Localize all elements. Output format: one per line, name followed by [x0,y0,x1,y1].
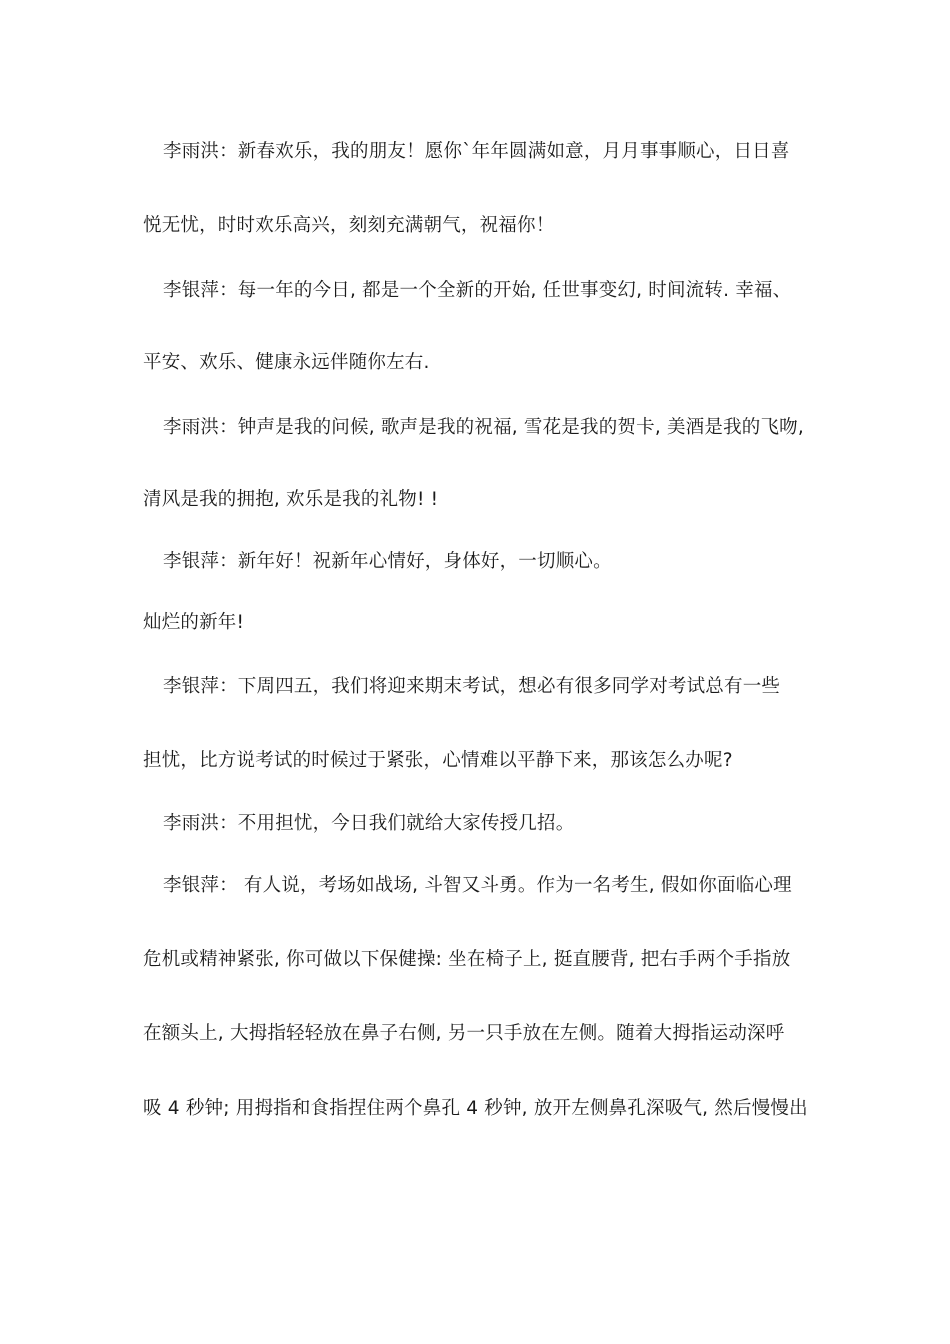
paragraph-line: 李银萍：新年好！祝新年心情好，身体好，一切顺心。 [163,551,612,572]
paragraph-line: 危机或精神紧张, 你可做以下保健操: 坐在椅子上, 挺直腰背, 把右手两个手指放 [143,949,791,970]
paragraph-line: 李雨洪：新春欢乐，我的朋友！愿你`年年圆满如意，月月事事顺心，日日喜 [163,141,790,162]
paragraph-line: 李银萍：每一年的今日, 都是一个全新的开始, 任世事变幻, 时间流转. 幸福、 [163,280,792,301]
paragraph-line: 在额头上, 大拇指轻轻放在鼻子右侧, 另一只手放在左侧。随着大拇指运动深呼 [143,1023,785,1044]
paragraph-line: 清风是我的拥抱, 欢乐是我的礼物! ! [143,489,439,510]
paragraph-line: 平安、欢乐、健康永远伴随你左右. [143,352,430,373]
paragraph-line: 李雨洪：不用担忧，今日我们就给大家传授几招。 [163,813,575,834]
paragraph-line: 吸 4 秒钟; 用拇指和食指捏住两个鼻孔 4 秒钟, 放开左侧鼻孔深吸气, 然后慢慢出 [143,1098,808,1119]
paragraph-line: 李银萍：下周四五，我们将迎来期末考试，想必有很多同学对考试总有一些 [163,676,781,697]
paragraph-line: 李雨洪：钟声是我的问候, 歌声是我的祝福, 雪花是我的贺卡, 美酒是我的飞吻, [163,417,804,438]
paragraph-line: 灿烂的新年! [143,612,245,633]
paragraph-line: 李银萍： 有人说，考场如战场, 斗智又斗勇。作为一名考生, 假如你面临心理 [163,875,792,896]
paragraph-line: 悦无忧，时时欢乐高兴，刻刻充满朝气，祝福你！ [143,215,555,236]
paragraph-line: 担忧，比方说考试的时候过于紧张，心情难以平静下来，那该怎么办呢? [143,750,733,771]
